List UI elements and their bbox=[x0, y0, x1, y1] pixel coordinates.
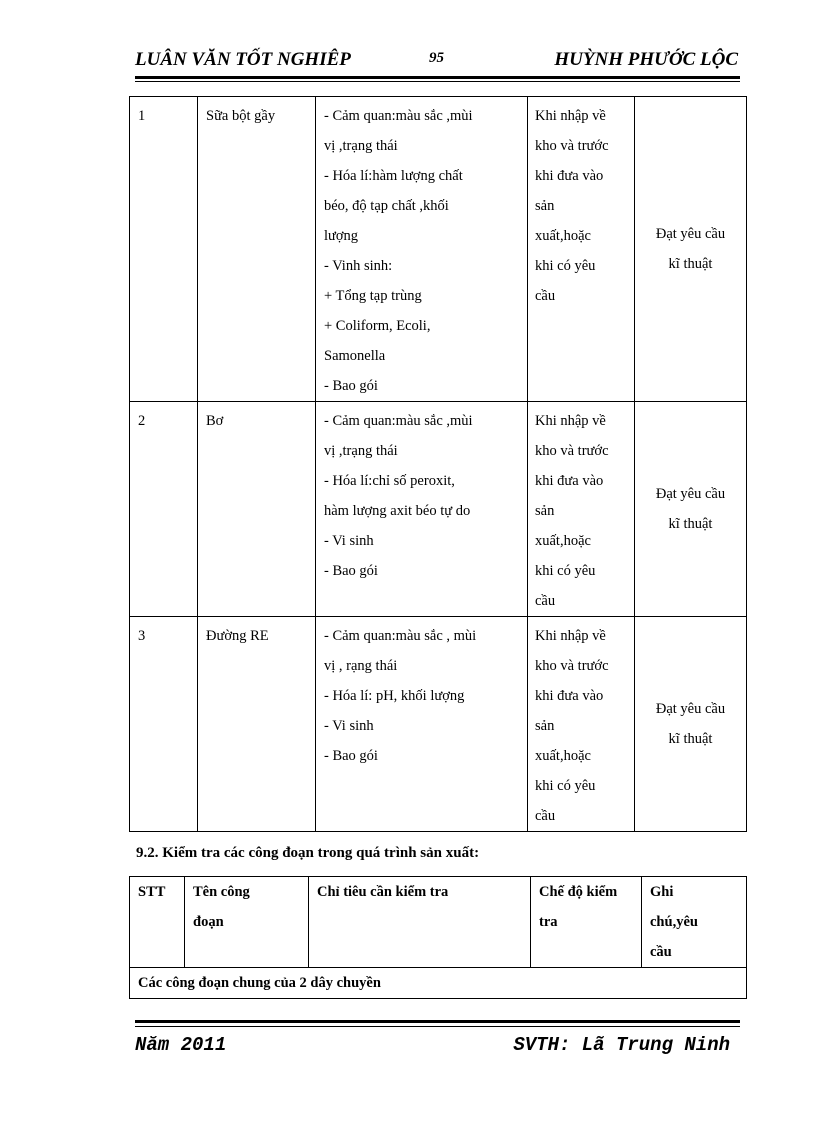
header-cell-inspection-mode bbox=[531, 877, 642, 968]
header-rule-thin bbox=[135, 81, 740, 82]
cell-line: cầu bbox=[535, 593, 556, 609]
header-cell-stt bbox=[130, 877, 185, 968]
cell-line: vị , rạng thái bbox=[324, 658, 398, 674]
process-inspection-table bbox=[129, 876, 747, 999]
header-cell-criteria bbox=[309, 877, 531, 968]
cell-line: Đạt yêu cầu bbox=[655, 226, 726, 242]
common-stages-label: Các công đoạn chung của 2 dây chuyền bbox=[130, 968, 747, 999]
page-footer bbox=[135, 1034, 740, 1060]
timing-cell bbox=[528, 97, 635, 402]
table-row bbox=[130, 97, 747, 402]
cell-line: - Hóa lí:hàm lượng chất bbox=[324, 168, 463, 184]
cell-line: Đạt yêu cầu bbox=[655, 701, 726, 717]
header-thesis-title: LUÂN VĂN TỐT NGHIÊP bbox=[135, 49, 351, 70]
cell-line: Khi nhập về bbox=[535, 108, 606, 124]
footer-year: Năm 2011 bbox=[135, 1034, 227, 1056]
cell-line: béo, độ tạp chất ,khối bbox=[324, 198, 449, 214]
result-cell bbox=[635, 402, 747, 617]
cell-line: - Cảm quan:màu sắc ,mùi bbox=[324, 108, 473, 124]
cell-line: - Cảm quan:màu sắc , mùi bbox=[324, 628, 477, 644]
cell-line: khi có yêu bbox=[535, 258, 596, 274]
cell-line: sản bbox=[535, 198, 555, 214]
cell-line: cầu bbox=[535, 808, 556, 824]
cell-line: vị ,trạng thái bbox=[324, 138, 398, 154]
cell-line: Khi nhập về bbox=[535, 628, 606, 644]
header-line: Ghi bbox=[650, 884, 674, 900]
result-cell bbox=[635, 617, 747, 832]
footer-rule-thick bbox=[135, 1020, 740, 1023]
timing-cell bbox=[528, 617, 635, 832]
header-line: cầu bbox=[650, 944, 672, 960]
footer-student: SVTH: Lã Trung Ninh bbox=[513, 1034, 730, 1056]
cell-line: Khi nhập về bbox=[535, 413, 606, 429]
cell-line: xuất,hoặc bbox=[535, 228, 591, 244]
cell-line: - Vinh sinh: bbox=[324, 258, 393, 274]
cell-line: khi đưa vào bbox=[535, 473, 604, 489]
material-name-cell: Bơ bbox=[198, 402, 316, 617]
timing-cell bbox=[528, 402, 635, 617]
criteria-cell bbox=[316, 617, 528, 832]
header-line: STT bbox=[138, 884, 166, 900]
cell-line: + Tổng tạp trùng bbox=[324, 288, 422, 304]
footer-rule-thin bbox=[135, 1026, 740, 1027]
cell-line: lượng bbox=[324, 228, 359, 244]
cell-line: + Coliform, Ecoli, bbox=[324, 318, 431, 334]
criteria-cell bbox=[316, 402, 528, 617]
cell-line: kĩ thuật bbox=[668, 256, 713, 272]
cell-line: sản bbox=[535, 503, 555, 519]
header-cell-notes bbox=[642, 877, 747, 968]
stt-cell: 1 bbox=[130, 97, 198, 402]
table-row bbox=[130, 617, 747, 832]
cell-line: kĩ thuật bbox=[668, 731, 713, 747]
cell-line: khi đưa vào bbox=[535, 168, 604, 184]
cell-line: xuất,hoặc bbox=[535, 748, 591, 764]
cell-line: - Cảm quan:màu sắc ,mùi bbox=[324, 413, 473, 429]
cell-line: - Hóa lí:chỉ số peroxit, bbox=[324, 473, 455, 489]
header-line: đoạn bbox=[193, 914, 224, 930]
cell-line: - Bao gói bbox=[324, 563, 378, 579]
cell-line: cầu bbox=[535, 288, 556, 304]
table-header-row bbox=[130, 877, 747, 968]
cell-line: Samonella bbox=[324, 348, 386, 364]
cell-line: Đạt yêu cầu bbox=[655, 486, 726, 502]
header-cell-stage-name bbox=[185, 877, 309, 968]
cell-line: sản bbox=[535, 718, 555, 734]
cell-line: xuất,hoặc bbox=[535, 533, 591, 549]
material-name-cell: Sữa bột gầy bbox=[198, 97, 316, 402]
cell-line: - Vi sinh bbox=[324, 718, 374, 734]
cell-line: kho và trước bbox=[535, 658, 609, 674]
header-line: Chế độ kiểm bbox=[539, 884, 618, 900]
cell-line: - Vi sinh bbox=[324, 533, 374, 549]
header-line: Chỉ tiêu cần kiểm tra bbox=[317, 884, 449, 900]
table-span-row bbox=[130, 968, 747, 999]
cell-line: khi có yêu bbox=[535, 563, 596, 579]
header-line: tra bbox=[539, 914, 558, 930]
page-header bbox=[135, 46, 740, 76]
cell-line: khi đưa vào bbox=[535, 688, 604, 704]
cell-line: kĩ thuật bbox=[668, 516, 713, 532]
cell-line: kho và trước bbox=[535, 138, 609, 154]
cell-line: khi có yêu bbox=[535, 778, 596, 794]
page-number: 95 bbox=[429, 50, 444, 66]
criteria-cell bbox=[316, 97, 528, 402]
header-rule-thick bbox=[135, 76, 740, 79]
stt-cell: 2 bbox=[130, 402, 198, 617]
result-cell bbox=[635, 97, 747, 402]
material-name-cell: Đường RE bbox=[198, 617, 316, 832]
header-line: Tên công bbox=[193, 884, 250, 900]
header-author: HUỲNH PHƯỚC LỘC bbox=[554, 49, 738, 70]
cell-line: - Hóa lí: pH, khối lượng bbox=[324, 688, 465, 704]
stt-cell: 3 bbox=[130, 617, 198, 832]
header-line: chú,yêu bbox=[650, 914, 698, 930]
section-title: 9.2. Kiểm tra các công đoạn trong quá trình sản xuất: bbox=[136, 845, 480, 861]
cell-line: vị ,trạng thái bbox=[324, 443, 398, 459]
cell-line: - Bao gói bbox=[324, 378, 378, 394]
cell-line: hàm lượng axit béo tự do bbox=[324, 503, 471, 519]
table-row bbox=[130, 402, 747, 617]
cell-line: - Bao gói bbox=[324, 748, 378, 764]
cell-line: kho và trước bbox=[535, 443, 609, 459]
raw-material-inspection-table bbox=[129, 96, 747, 832]
